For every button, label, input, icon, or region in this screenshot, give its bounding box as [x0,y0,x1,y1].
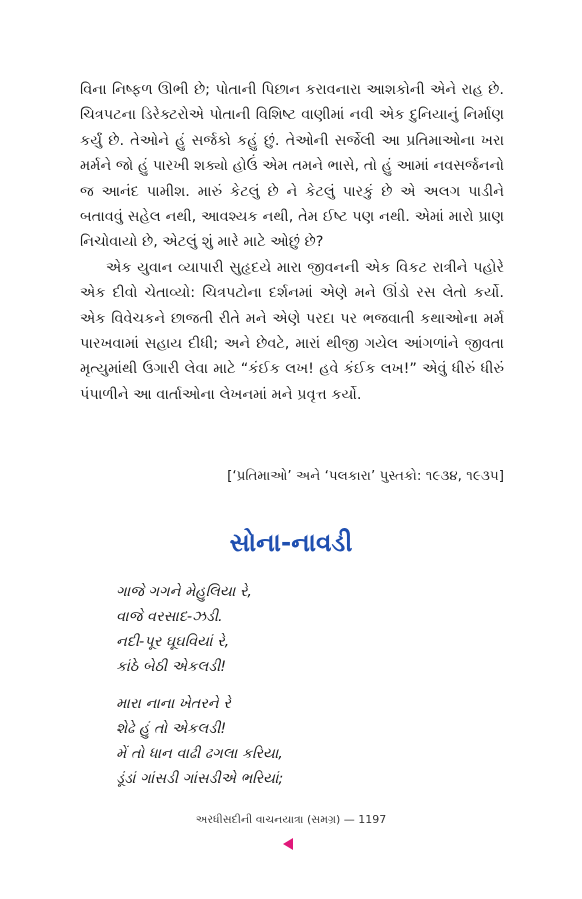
poem-line: વાજે વરસાદ-ઝડી. [116,609,223,625]
source-citation: [‘પ્રતિમાઓ’ અને ‘પલકારા’ પુસ્તકો: ૧૯૩૪, ૧૯૩૫] [227,468,504,484]
prose-block [80,78,504,408]
poem-stanza [116,692,516,792]
poem-line: કાંઠે બેઠી એકલડી! [116,659,227,675]
poem-line: મેં તો ધાન વાઢી ઢગલા કરિયા, [116,746,283,762]
poem-stanza [116,580,516,680]
poem-line: મારા નાના ખેતરને રે [116,696,231,712]
triangle-left-icon[interactable] [283,838,293,850]
poem-body [116,580,516,804]
poem-title: સોના-નાવડી [229,528,353,557]
prose-paragraph: એક યુવાન વ્યાપારી સુહૃદયે મારા જીવનની એક વિકટ રાત્રીને પહોરે એક દીવો ચેતાવ્યો: ચિત્રપટોના દર્શનમાં એણે મને ઊંડો રસ લેતો કર્યો. એક વિવેચકને છાજતી રીતે મને એણે પરદા પર ભજવાતી કથાઓના મર્મ પારખવામાં સહાય દીધી; અને છેવટે, મારાં થીજી ગયેલ આંગળાંને જીવતા મૃત્યુમાંથી ઉગારી લેવા માટે “કંઈક લખ! હવે કંઈક લખ!” એવું ધીરું ધીરું પંપાળીને આ વાર્તાઓના લેખનમાં મને પ્રવૃત્ત કર્યો. [80,259,504,403]
poem-line: ડૂંડાં ગાંસડી ગાંસડીએ ભરિયાં; [116,771,284,787]
poem-line: નદી-પૂર ઘૂઘવિયાં રે, [116,634,230,650]
poem-line: શેઢે હું તો એકલડી! [116,721,227,737]
prose-paragraph: વિના નિષ્ફળ ઊભી છે; પોતાની પિછાન કરાવનારા આશકોની એને રાહ છે. ચિત્રપટના ડિરેક્ટરોએ પોતાની વિશિષ્ટ વાણીમાં નવી એક દુનિયાનું નિર્માણ કર્યું છે. તેઓને હું સર્જકો કહું છું. તેઓની સર્જેલી આ પ્રતિમાઓના ખરા મર્મને જો હું પારખી શક્યો હોઉં એમ તમને ભાસે, તો હું આમાં નવસર્જનનો જ આનંદ પામીશ. મારું કેટલું છે ને કેટલું પારકું છે એ અલગ પાડીને બતાવવું સહેલ નથી, આવશ્યક નથી, તેમ ઈષ્ટ પણ નથી. એમાં મારો પ્રાણ નિચોવાયો છે, એટલું શું મારે માટે ઓછું છે? [80,82,504,251]
poem-line: ગાજે ગગને મેહુલિયા રે, [116,584,252,600]
page-footer: અરધીસદીની વાચનયાત્રા (સમગ્ર) — 1197 [195,813,387,826]
